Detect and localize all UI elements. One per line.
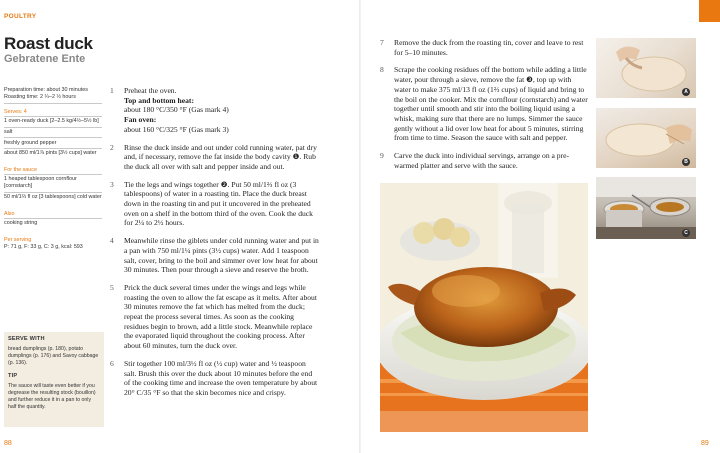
sauce-heading: For the sauce — [4, 166, 37, 173]
oven-setting-heading: Fan oven: — [124, 115, 157, 125]
chapter-tab — [699, 0, 720, 22]
method-step — [110, 283, 320, 351]
step-number: 5 — [110, 282, 114, 292]
ingredient-item: 1 oven-ready duck [2–2.5 kg/4½–5½ lb] — [4, 116, 102, 127]
step-text: Carve the duck into individual servings, arrange on a pre-warmed platter and serve with the sauce. — [394, 151, 570, 170]
method-step — [110, 143, 320, 172]
ingredient-item: salt — [4, 127, 102, 138]
step-text: Remove the duck from the roasting tin, cover and leave to rest for 5–10 minutes. — [394, 38, 584, 57]
step-number: 1 — [110, 86, 114, 95]
sauce-sieve-photo-icon — [596, 177, 696, 239]
step-number: 2 — [110, 142, 114, 152]
page-gutter — [359, 0, 361, 453]
photo-label-a: A — [682, 88, 690, 96]
step-number: 4 — [110, 236, 114, 246]
roast-duck-illustration-icon — [380, 183, 588, 432]
duck-tied-photo-icon — [596, 108, 696, 168]
method-step — [380, 151, 590, 170]
method-step — [380, 38, 590, 57]
page-number-left: 88 — [4, 440, 12, 447]
step-text: Tie the legs and wings together ❷. Put 50 ml/1⅔ fl oz (3 tablespoons) of water in a roasting tin. Place the duck breast down in the roasting tin and put it uncovered in the preheated oven on a shelf in the bottom third of the oven. Cook the duck for 2¼ to 2½ hours. — [124, 179, 313, 228]
per-serving-values: P: 71 g, F: 33 g, C: 3 g, kcal: 593 — [4, 243, 83, 250]
page-number-right: 89 — [701, 440, 709, 447]
method-step — [110, 86, 320, 135]
method-steps-right — [380, 38, 590, 178]
method-step — [380, 65, 590, 143]
step-number: 6 — [110, 358, 114, 368]
step-number: 8 — [380, 65, 384, 75]
sauce-ingredient-item: 1 heaped tablespoon cornflour [cornstarch] — [4, 174, 102, 192]
step-number: 7 — [380, 38, 384, 47]
step-photo-a — [596, 38, 696, 98]
step-text: Meanwhile rinse the giblets under cold running water and put in a pan with 750 ml/1¼ pints (3½ cups) water. Add 1 teaspoon salt, cover, bring to the boil and simmer over low heat for about 30 minutes. Then pour through a sieve and reserve the broth. — [124, 236, 319, 275]
step-text: about 180 °C/350 °F (Gas mark 4) — [124, 105, 229, 115]
recipe-title: Roast duck — [4, 34, 93, 53]
ingredients-sidebar — [4, 87, 102, 251]
duck-cavity-photo-icon — [596, 38, 696, 98]
method-step — [110, 180, 320, 229]
method-step — [110, 236, 320, 275]
prep-time: Preparation time: about 30 minutes — [4, 87, 88, 93]
tip-heading: TIP — [8, 373, 18, 379]
sauce-ingredient-list — [4, 174, 102, 203]
category-label: POULTRY — [4, 13, 37, 20]
serve-with-text: bread dumplings (p. 180), potato dumplings (p. 176) and Savoy cabbage (p. 136). — [8, 346, 99, 366]
ingredient-list — [4, 116, 102, 159]
step-number: 3 — [110, 179, 114, 189]
step-text: about 160 °C/325 °F (Gas mark 3) — [124, 124, 229, 134]
photo-label-b: B — [682, 158, 690, 166]
ingredient-item: freshly ground pepper — [4, 137, 102, 148]
sauce-ingredient-item: 50 ml/1⅔ fl oz [3 tablespoons] cold water — [4, 192, 102, 203]
roast-time: Roasting time: 2 ¼–2 ½ hours — [4, 94, 76, 101]
step-photo-c — [596, 177, 696, 239]
tip-text: The sauce will taste even better if you degrease the resulting stock (bouillon) and further reduce it in a pan to only half the quantity. — [8, 383, 96, 410]
per-serving-heading: Per serving — [4, 236, 32, 243]
also-list — [4, 218, 102, 229]
step-text: Scrape the cooking residues off the bottom while adding a little water, pour through a sieve, remove the fat ❸, top up with water to make 375 ml/13 fl oz (1⅔ cups) of liquid and bring to the boil on the cooker. Mix the cornflour (cornstarch) and water together until smooth and stir into the boiling liquid using a whisk, making sure that there are no lumps. Simmer the sauce gently without a lid over low heat for about 5 minutes, stirring from time to time. Season the sauce with salt and pepper. — [394, 65, 588, 143]
ingredient-item: about 850 ml/1⅞ pints [3½ cups] water — [4, 148, 102, 159]
oven-setting-heading: Top and bottom heat: — [124, 95, 194, 105]
recipe-subtitle: Gebratene Ente — [4, 53, 86, 65]
method-steps-left — [110, 86, 320, 406]
also-heading: Also — [4, 210, 15, 217]
roast-duck-photo — [380, 183, 588, 432]
photo-label-c: C — [682, 229, 690, 237]
step-photo-b — [596, 108, 696, 168]
step-text: Preheat the oven. — [124, 86, 177, 95]
tip-box — [4, 332, 104, 427]
serve-with-heading: SERVE WITH — [8, 336, 45, 342]
step-text: Rinse the duck inside and out under cold running water, pat dry and, if necessary, remove the fat inside the body cavity ❶. Rub the duck all over with salt and pepper inside and out. — [124, 142, 317, 171]
step-number: 9 — [380, 151, 384, 161]
step-text: Stir together 100 ml/3½ fl oz (½ cup) water and ½ teaspoon salt. Brush this over the duck about 10 minutes before the end of the cooking time and increase the oven temperature by about 20° C/35 °F so that the skin becomes nice and crispy. — [124, 358, 318, 397]
step-text: Prick the duck several times under the wings and legs while roasting the oven to allow the fat escape as it melts. After about 30 minutes remove the fat which has melted from the duck; repeat the process several times. As soon as the cooking residues begin to brown, add a little stock. Meanwhile replace the evaporated liquid throughout the cooking process. After about 60 minutes, turn the duck over. — [124, 282, 317, 351]
serves-label: Serves: 4 — [4, 108, 27, 115]
also-item: cooking string — [4, 218, 102, 229]
method-step — [110, 359, 320, 398]
